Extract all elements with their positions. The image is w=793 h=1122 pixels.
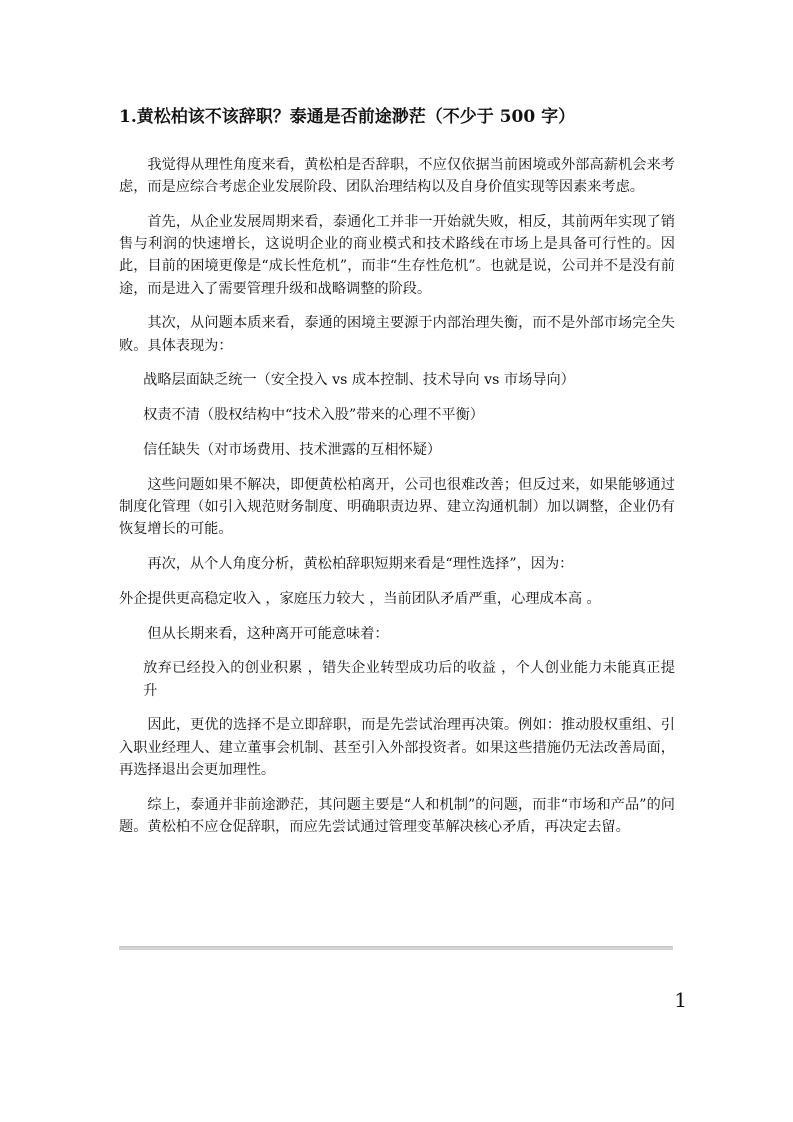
paragraph-conclusion: 综上，泰通并非前途渺茫，其问题主要是“人和机制”的问题，而非“市场和产品”的问题。黄松柏不应仓促辞职，而应先尝试通过管理变革解决核心矛盾，再决定去留。 [119,796,675,835]
paragraph-short-term: 外企提供更高稳定收入 ，家庭压力较大 ，当前团队矛盾严重，心理成本高 。 [119,590,601,607]
page-number: 1 [674,988,687,1012]
paragraph-intro: 我觉得从理性角度来看，黄松柏是否辞职，不应仅依据当前困境或外部高薪机会来考虑，而是应综合考虑企业发展阶段、团队治理结构以及自身价值实现等因素来考虑。 [119,157,675,196]
list-item: 信任缺失（对市场费用、技术泄露的互相怀疑） [143,442,442,458]
list-item: 放弃已经投入的创业积累 ，错失企业转型成功后的收益 ，个人创业能力未能真正提升 [143,660,675,699]
document-title: 1.黄松柏该不该辞职？泰通是否前途渺茫（不少于 500 字） [119,107,576,127]
paragraph-third: 再次，从个人角度分析，黄松柏辞职短期来看是“理性选择”，因为： [147,556,574,572]
horizontal-divider [119,946,673,950]
paragraph-recommendation: 因此，更优的选择不是立即辞职，而是先尝试治理再决策。例如：推动股权重组、引入职业经理人、建立董事会机制、甚至引入外部投资者。如果这些措施仍无法改善局面，再选择退出会更加理性。 [119,717,675,778]
paragraph-consequence: 这些问题如果不解决，即便黄松柏离开，公司也很难改善；但反过来，如果能够通过制度化管理（如引入规范财务制度、明确职责边界、建立沟通机制）加以调整，企业仍有恢复增长的可能。 [119,476,675,538]
document-body [119,154,675,851]
paragraph-second: 其次，从问题本质来看，泰通的困境主要源于内部治理失衡，而不是外部市场完全失败。具体表现为： [119,315,675,354]
paragraph-first: 首先，从企业发展周期来看，泰通化工并非一开始就失败，相反，其前两年实现了销售与利润的快速增长，这说明企业的商业模式和技术路线在市场上是具备可行性的。因此，目前的困境更像是“成长性危机”，而非“生存性危机”。也就是说，公司并不是没有前途，而是进入了需要管理升级和战略调整的阶段。 [119,214,675,297]
paragraph-long-term: 但从长期来看，这种离开可能意味着： [147,625,389,642]
list-item: 战略层面缺乏统一（安全投入 vs 成本控制、技术导向 vs 市场导向） [143,372,575,389]
list-item: 权责不清（股权结构中“技术入股”带来的心理不平衡） [143,407,484,424]
